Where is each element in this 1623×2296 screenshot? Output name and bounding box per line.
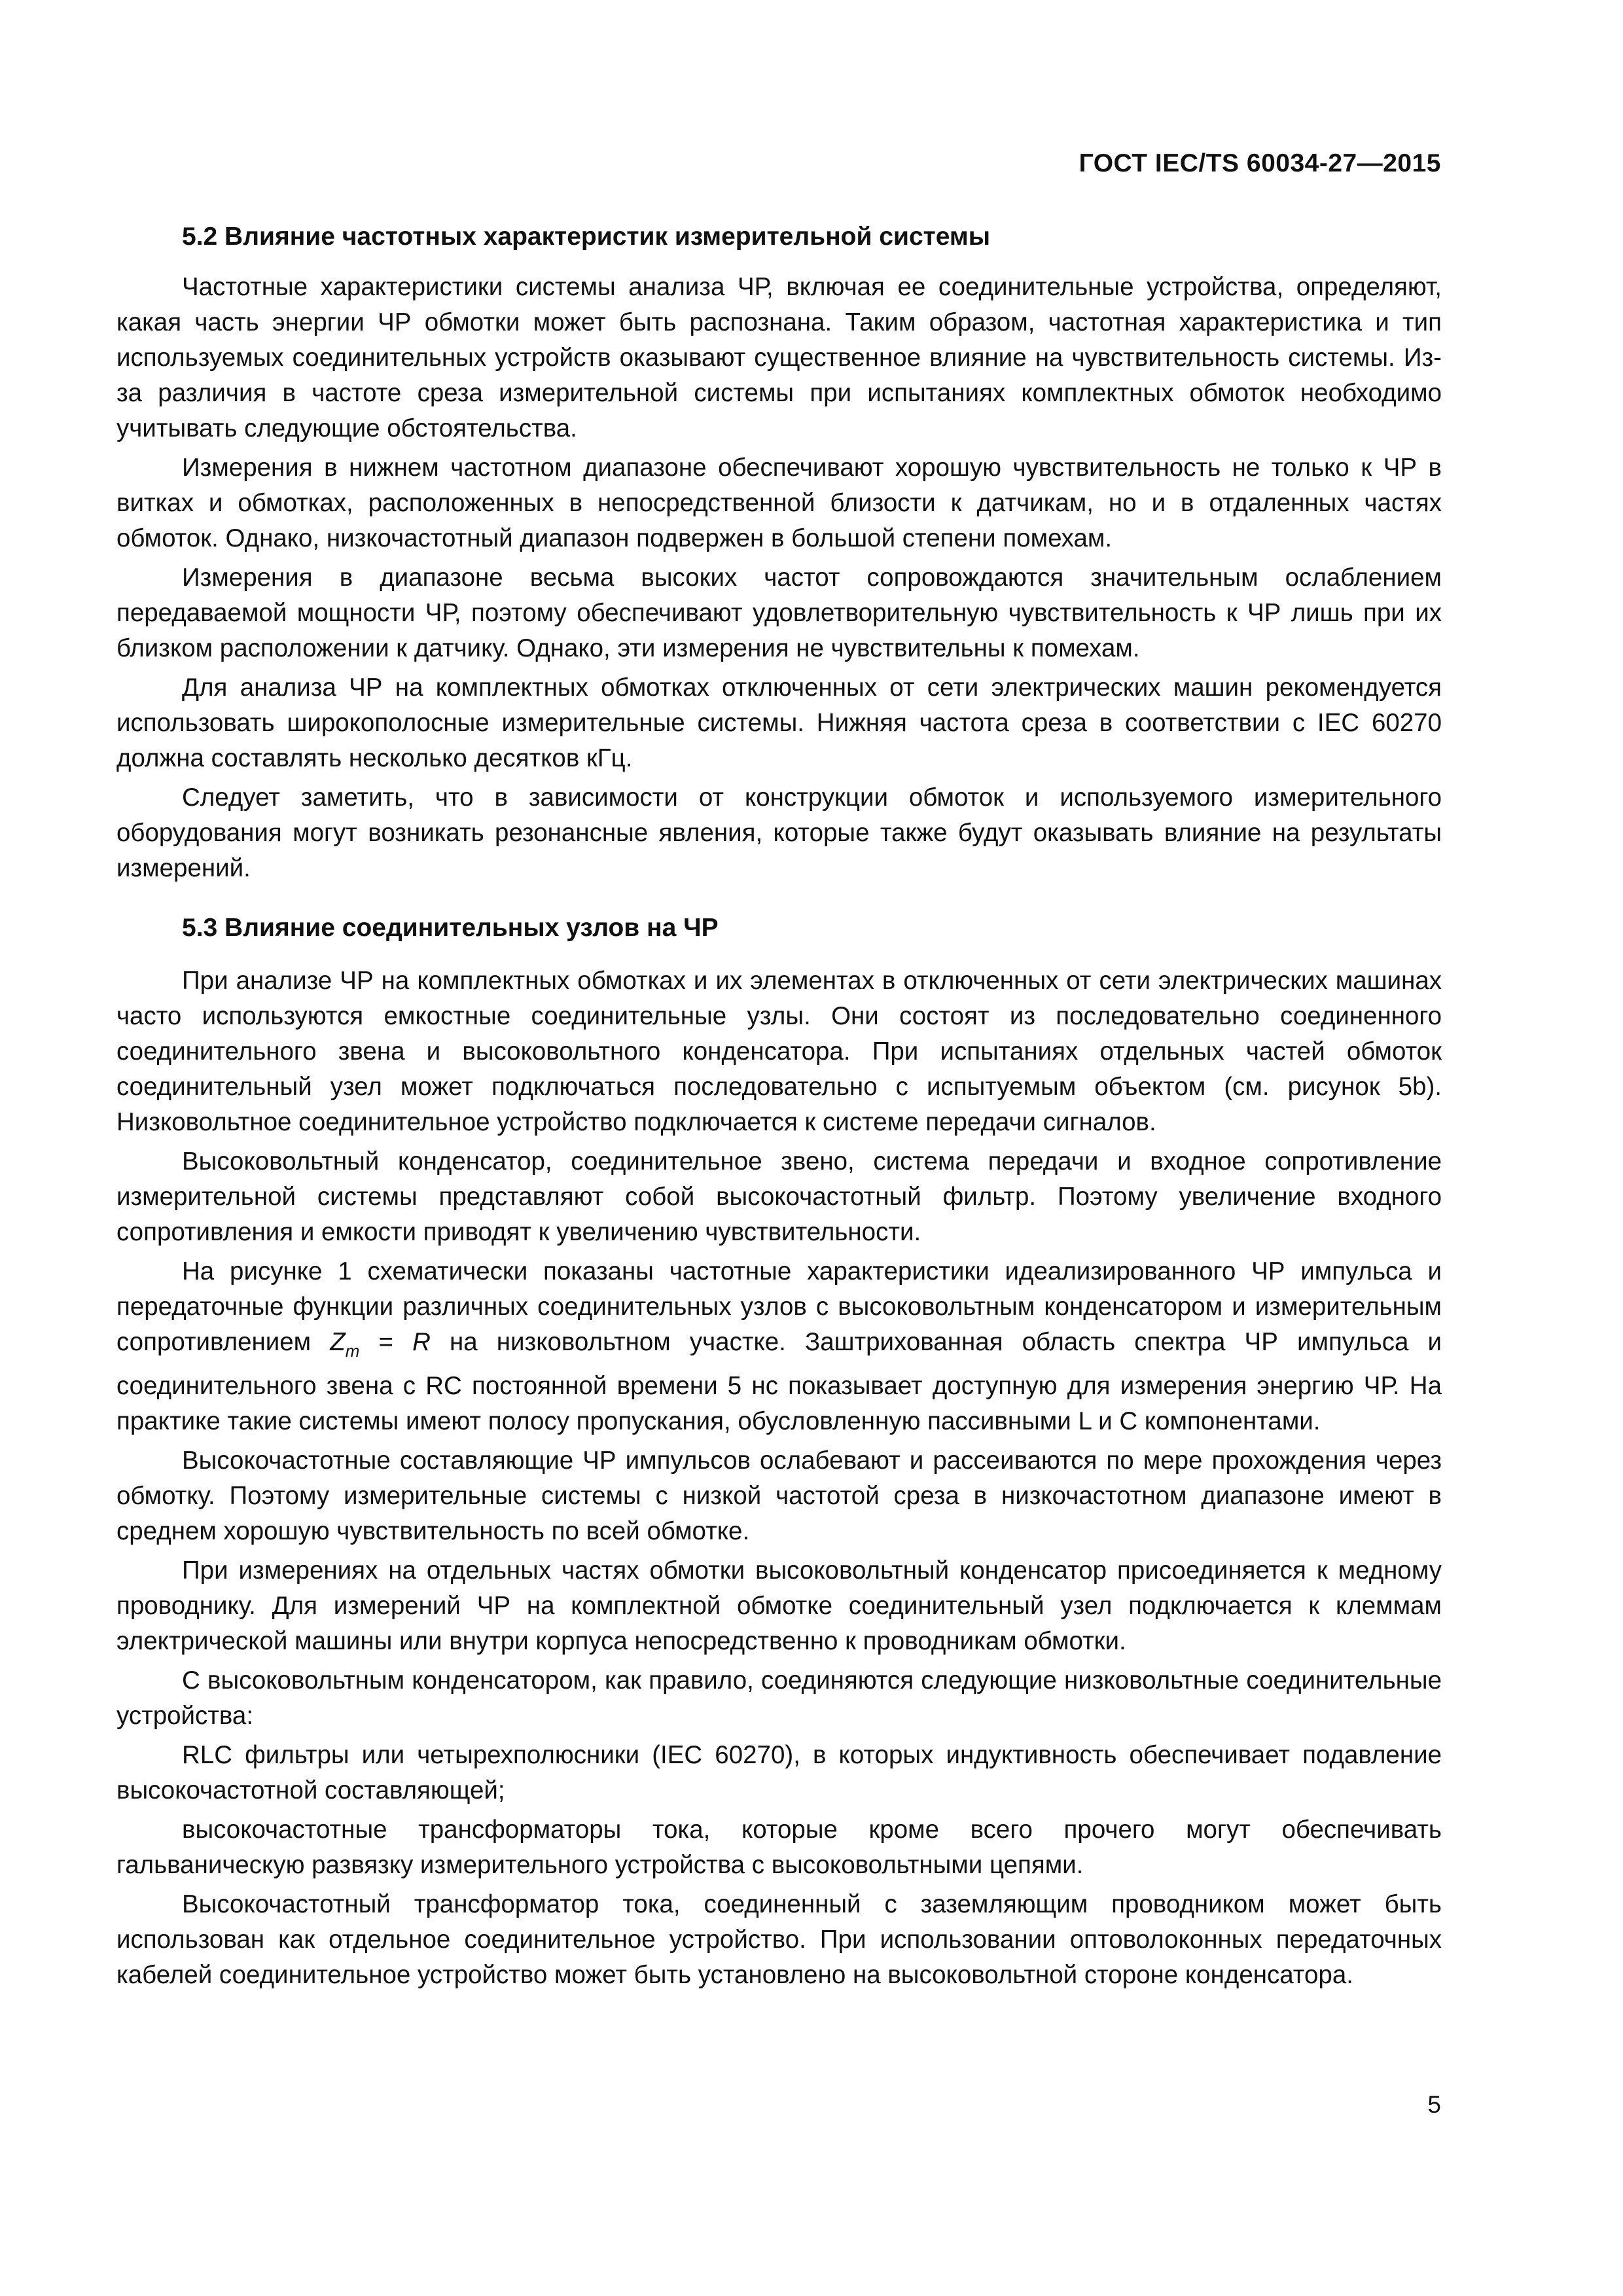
page-content [116,221,1442,1997]
section-heading-5-3: 5.3 Влияние соединительных узлов на ЧР [182,914,719,942]
section-heading-5-2: 5.2 Влияние частотных характеристик измерительной системы [182,223,991,251]
formula-equals: = [359,1328,413,1356]
document-standard-id: ГОСТ IEC/TS 60034-27—2015 [1079,149,1441,177]
page-number: 5 [1427,2091,1441,2118]
paragraph: Высокочастотные составляющие ЧР импульсов ослабевают и рассеиваются по мере прохождения через обмотку. Поэтому измерительные системы с низкой частотой среза в низкочастотном диапазоне имеют в среднем хорошую чувствительность по всей обмотке. [116,1446,1442,1545]
formula-resistance-symbol: R [412,1328,431,1356]
paragraph: Высокочастотный трансформатор тока, соединенный с заземляющим проводником может быть использован как отдельное соединительное устройство. При использовании оптоволоконных передаточных кабелей соединительное устройство может быть установлено на высоковольтной стороне конденсатора. [116,1890,1442,1989]
paragraph: Для анализа ЧР на комплектных обмотках отключенных от сети электрических машин рекомендуется использовать широкополосные измерительные системы. Нижняя частота среза в соответствии с IEC 60270 должна составлять несколько десятков кГц. [116,673,1442,772]
paragraph: Измерения в диапазоне весьма высоких частот сопровождаются значительным ослаблением передаваемой мощности ЧР, поэтому обеспечивают удовлетворительную чувствительность к ЧР лишь при их близком расположении к датчику. Однако, эти измерения не чувствительны к помехам. [116,564,1442,662]
paragraph-text-before-formula: На рисунке 1 схематически показаны частотные характеристики идеализированного ЧР импульса и передаточные функции различных соединительных узлов с высоковольтным конденсатором и измерительным сопротивлением [116,1257,1442,1356]
paragraph: Высоковольтный конденсатор, соединительное звено, система передачи и входное сопротивление измерительной системы представляют собой высокочастотный фильтр. Поэтому увеличение входного сопротивления и емкости приводят к увеличению чувствительности. [116,1147,1442,1246]
paragraph: Следует заметить, что в зависимости от конструкции обмоток и используемого измерительного оборудования могут возникать резонансные явления, которые также будут оказывать влияние на результаты измерений. [116,783,1442,882]
paragraph: При измерениях на отдельных частях обмотки высоковольтный конденсатор присоединяется к медному проводнику. Для измерений ЧР на комплектной обмотке соединительный узел подключается к клеммам электрической машины или внутри корпуса непосредственно к проводникам обмотки. [116,1556,1442,1655]
paragraph: При анализе ЧР на комплектных обмотках и их элементах в отключенных от сети электрических машинах часто используются емкостные соединительные узлы. Они состоят из последовательно соединенного соединительного звена и высоковольтного конденсатора. При испытаниях отдельных частей обмоток соединительный узел может подключаться последовательно с испытуемым объектом (см. рисунок 5b). Низковольтное соединительное устройство подключается к системе передачи сигналов. [116,967,1442,1136]
paragraph-text-after-formula: на низковольтном участке. Заштрихованная область спектра ЧР импульса и соединительного звена с RC постоянной времени 5 нс показывает доступную для измерения энергию ЧР. На практике такие системы имеют полосу пропускания, обусловленную пассивными L и C компонентами. [116,1328,1442,1435]
paragraph: С высоковольтным конденсатором, как правило, соединяются следующие низковольтные соединительные устройства: [116,1666,1442,1730]
paragraph-figure-reference [116,1254,1442,1439]
paragraph: Частотные характеристики системы анализа ЧР, включая ее соединительные устройства, определяют, какая часть энергии ЧР обмотки может быть распознана. Таким образом, частотная характеристика и тип используемых соединительных устройств оказывают существенное влияние на чувствительность системы. Из-за различия в частоте среза измерительной системы при испытаниях комплектных обмоток необходимо учитывать следующие обстоятельства. [116,273,1442,442]
paragraph: Измерения в нижнем частотном диапазоне обеспечивают хорошую чувствительность не только к ЧР в витках и обмотках, расположенных в непосредственной близости к датчикам, но и в отдаленных частях обмоток. Однако, низкочастотный диапазон подвержен в большой степени помехам. [116,454,1442,552]
formula-impedance-symbol: Z [330,1328,346,1356]
formula-impedance-subscript: m [345,1341,360,1361]
list-item-paragraph: высокочастотные трансформаторы тока, которые кроме всего прочего могут обеспечивать гальваническую развязку измерительного устройства с высоковольтными цепями. [116,1816,1442,1879]
list-item-paragraph: RLC фильтры или четырехполюсники (IEC 60270), в которых индуктивность обеспечивает подавление высокочастотной составляющей; [116,1741,1442,1804]
